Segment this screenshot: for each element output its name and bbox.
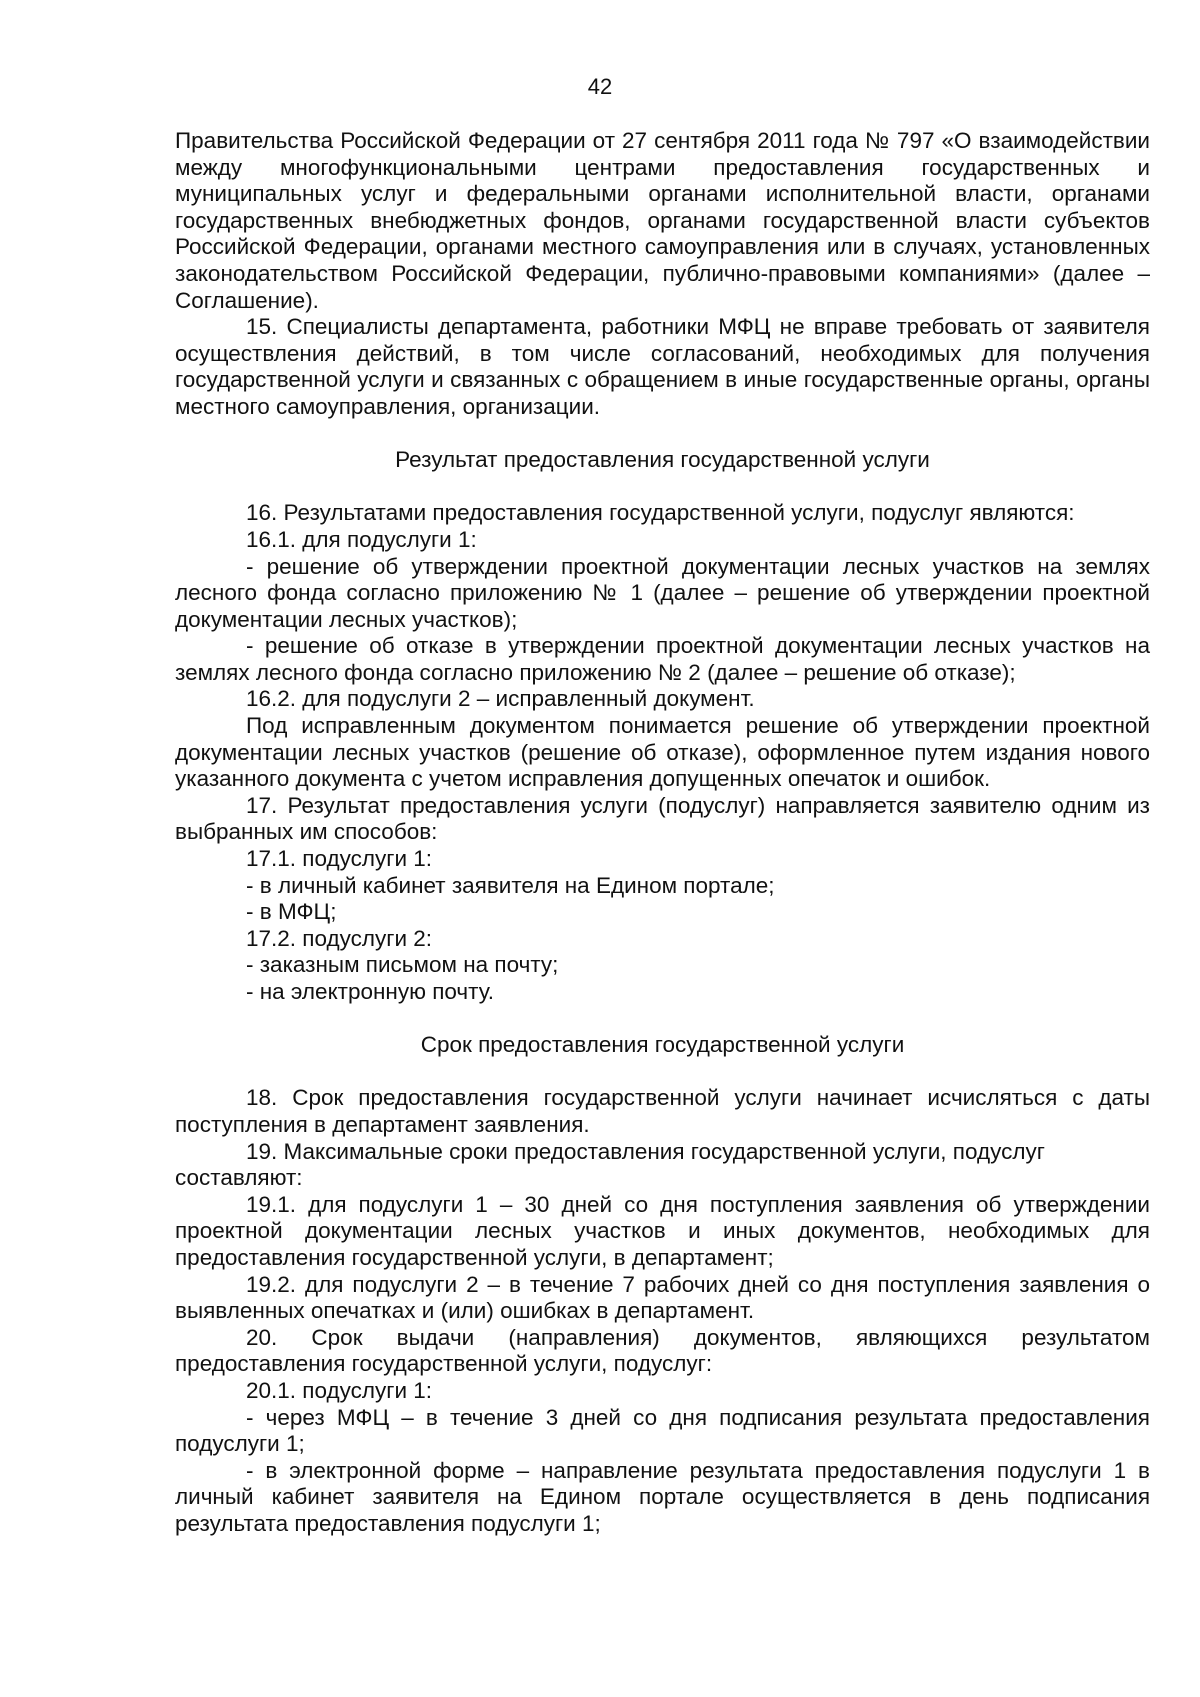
- paragraph: 15. Специалисты департамента, работники МФЦ не вправе требовать от заявителя осуществления действий, в том числе согласований, необходимых для получения государственной услуги и связанных с обращением в иные государственные органы, органы местного самоуправления, организации.: [175, 314, 1150, 419]
- section-spacer: [175, 1059, 1150, 1086]
- paragraph: Под исправленным документом понимается решение об утверждении проектной документации лесных участков (решение об отказе), оформленное путем издания нового указанного документа с учетом исправления допущенных опечаток и ошибок.: [175, 713, 1150, 792]
- paragraph: 19.1. для подуслуги 1 – 30 дней со дня поступления заявления об утверждении проектной документации лесных участков и иных документов, необходимых для предоставления государственной услуги, в департамент;: [175, 1191, 1150, 1270]
- section-spacer: [175, 421, 1150, 448]
- paragraph: 16. Результатами предоставления государственной услуги, подуслуг являются:: [246, 500, 1075, 526]
- paragraph: 20. Срок выдачи (направления) документов, являющихся результатом предоставления государственной услуги, подуслуг:: [175, 1324, 1150, 1377]
- paragraph: 20.1. подуслуги 1:: [246, 1377, 433, 1403]
- paragraph: 17.2. подуслуги 2:: [246, 925, 433, 951]
- paragraph: - заказным письмом на почту;: [246, 952, 559, 978]
- paragraph: 17. Результат предоставления услуги (подуслуг) направляется заявителю одним из выбранных им способов:: [175, 792, 1150, 845]
- paragraph: 16.2. для подуслуги 2 – исправленный документ.: [246, 686, 755, 712]
- paragraph: 19. Максимальные сроки предоставления государственной услуги, подуслуг составляют:: [175, 1138, 1045, 1191]
- section-heading: Результат предоставления государственной услуги: [395, 447, 930, 473]
- paragraph: - в личный кабинет заявителя на Едином портале;: [246, 872, 775, 898]
- document-body: [175, 128, 1150, 1537]
- paragraph: - в электронной форме – направление результата предоставления подуслуги 1 в личный кабинет заявителя на Едином портале осуществляется в день подписания результата предоставления подуслуги 1;: [175, 1457, 1150, 1536]
- paragraph: - в МФЦ;: [246, 899, 337, 925]
- section-heading: Срок предоставления государственной услуги: [420, 1032, 905, 1058]
- paragraph: 18. Срок предоставления государственной услуги начинает исчисляться с даты поступления в департамент заявления.: [175, 1085, 1150, 1137]
- section-spacer: [175, 474, 1150, 501]
- section-spacer: [175, 1006, 1150, 1033]
- paragraph: 19.2. для подуслуги 2 – в течение 7 рабочих дней со дня поступления заявления о выявленных опечатках и (или) ошибках в департамент.: [175, 1271, 1150, 1324]
- paragraph: - решение об утверждении проектной документации лесных участков на землях лесного фонда согласно приложению № 1 (далее – решение об утверждении проектной документации лесных участков);: [175, 553, 1150, 632]
- page-number: 42: [587, 74, 613, 99]
- paragraph: 16.1. для подуслуги 1:: [246, 526, 477, 552]
- paragraph: 17.1. подуслуги 1:: [246, 846, 433, 872]
- paragraph: - через МФЦ – в течение 3 дней со дня подписания результата предоставления подуслуги 1;: [175, 1404, 1150, 1457]
- paragraph: - на электронную почту.: [246, 979, 494, 1004]
- paragraph: - решение об отказе в утверждении проектной документации лесных участков на землях лесного фонда согласно приложению № 2 (далее – решение об отказе);: [175, 633, 1150, 685]
- paragraph: Правительства Российской Федерации от 27 сентября 2011 года № 797 «О взаимодействии между многофункциональными центрами предоставления государственных и муниципальных услуг и федеральными органами исполнительной власти, органами государственных внебюджетных фондов, органами государственной власти субъектов Российской Федерации, органами местного самоуправления или в случаях, установленных законодательством Российской Федерации, публично-правовыми компаниями» (далее – Соглашение).: [175, 128, 1150, 313]
